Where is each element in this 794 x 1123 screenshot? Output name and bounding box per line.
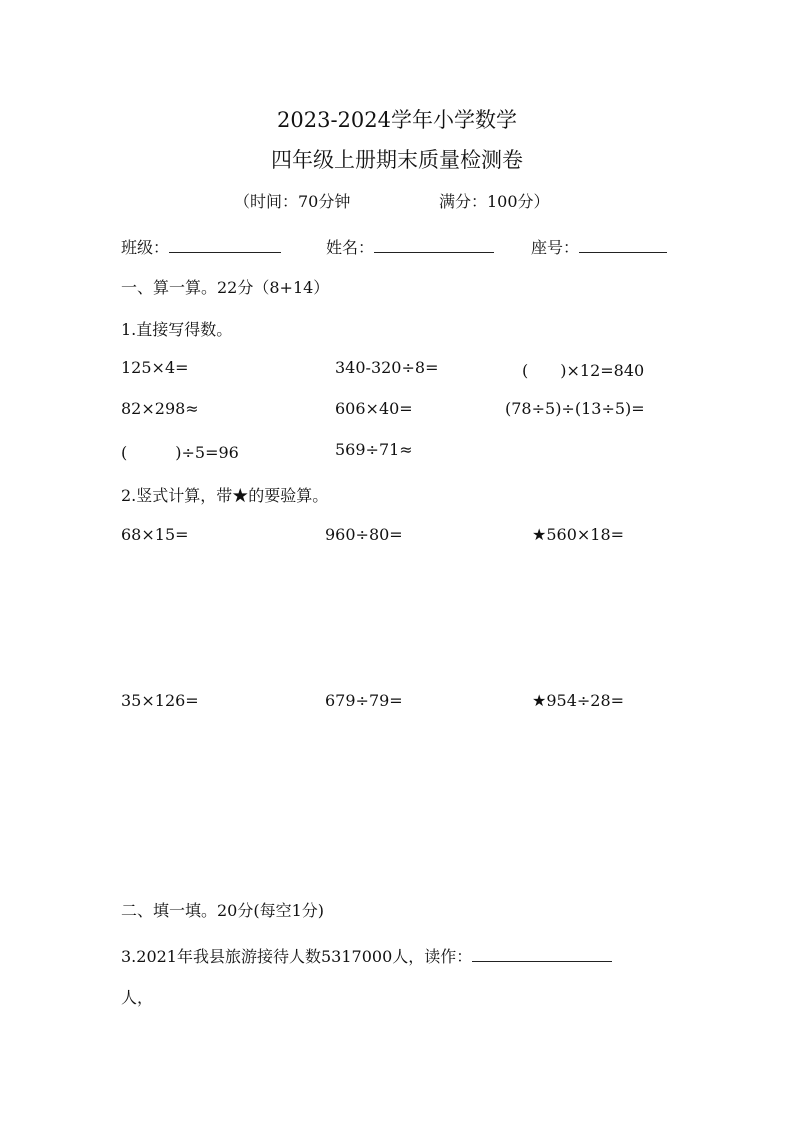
class-label: 班级： bbox=[121, 238, 170, 257]
q2-title: 2.竖式计算，带★的要验算。 bbox=[121, 486, 329, 505]
q1-title: 1.直接写得数。 bbox=[121, 320, 233, 339]
name-label: 姓名： bbox=[326, 238, 375, 257]
score-info: 满分：100分） bbox=[439, 192, 550, 211]
exam-title: 2023-2024学年小学数学 bbox=[277, 108, 517, 132]
class-field bbox=[121, 235, 281, 258]
section1-heading: 一、算一算。22分（8+14） bbox=[121, 278, 330, 297]
q2-item: 679÷79= bbox=[325, 691, 403, 710]
seat-field bbox=[531, 235, 667, 258]
q3-tail: 人， bbox=[121, 988, 154, 1007]
q2-item: 960÷80= bbox=[325, 525, 403, 544]
name-blank[interactable] bbox=[374, 238, 494, 253]
section2-heading: 二、填一填。20分(每空1分) bbox=[121, 901, 325, 920]
exam-subtitle: 四年级上册期末质量检测卷 bbox=[271, 148, 523, 172]
seat-label: 座号： bbox=[531, 238, 580, 257]
q3-line bbox=[121, 944, 612, 967]
name-field bbox=[326, 235, 494, 258]
q1-item: ( )÷5=96 bbox=[121, 443, 239, 462]
q1-item: 340-320÷8= bbox=[335, 358, 439, 377]
q1-item: (78÷5)÷(13÷5)= bbox=[505, 399, 645, 418]
q1-item: 569÷71≈ bbox=[335, 440, 413, 459]
class-blank[interactable] bbox=[169, 238, 281, 253]
seat-blank[interactable] bbox=[579, 238, 667, 253]
q2-item: 68×15= bbox=[121, 525, 189, 544]
q1-item: ( )×12=840 bbox=[522, 361, 645, 380]
q2-item: 35×126= bbox=[121, 691, 199, 710]
q3-text: 3.2021年我县旅游接待人数5317000人，读作： bbox=[121, 947, 473, 966]
q2-item: ★560×18= bbox=[532, 525, 625, 544]
time-info: （时间：70分钟 bbox=[234, 192, 351, 211]
q1-item: 125×4= bbox=[121, 358, 189, 377]
q2-item: ★954÷28= bbox=[532, 691, 625, 710]
q3-answer-blank[interactable] bbox=[472, 947, 612, 962]
q1-item: 606×40= bbox=[335, 399, 413, 418]
q1-item: 82×298≈ bbox=[121, 399, 199, 418]
